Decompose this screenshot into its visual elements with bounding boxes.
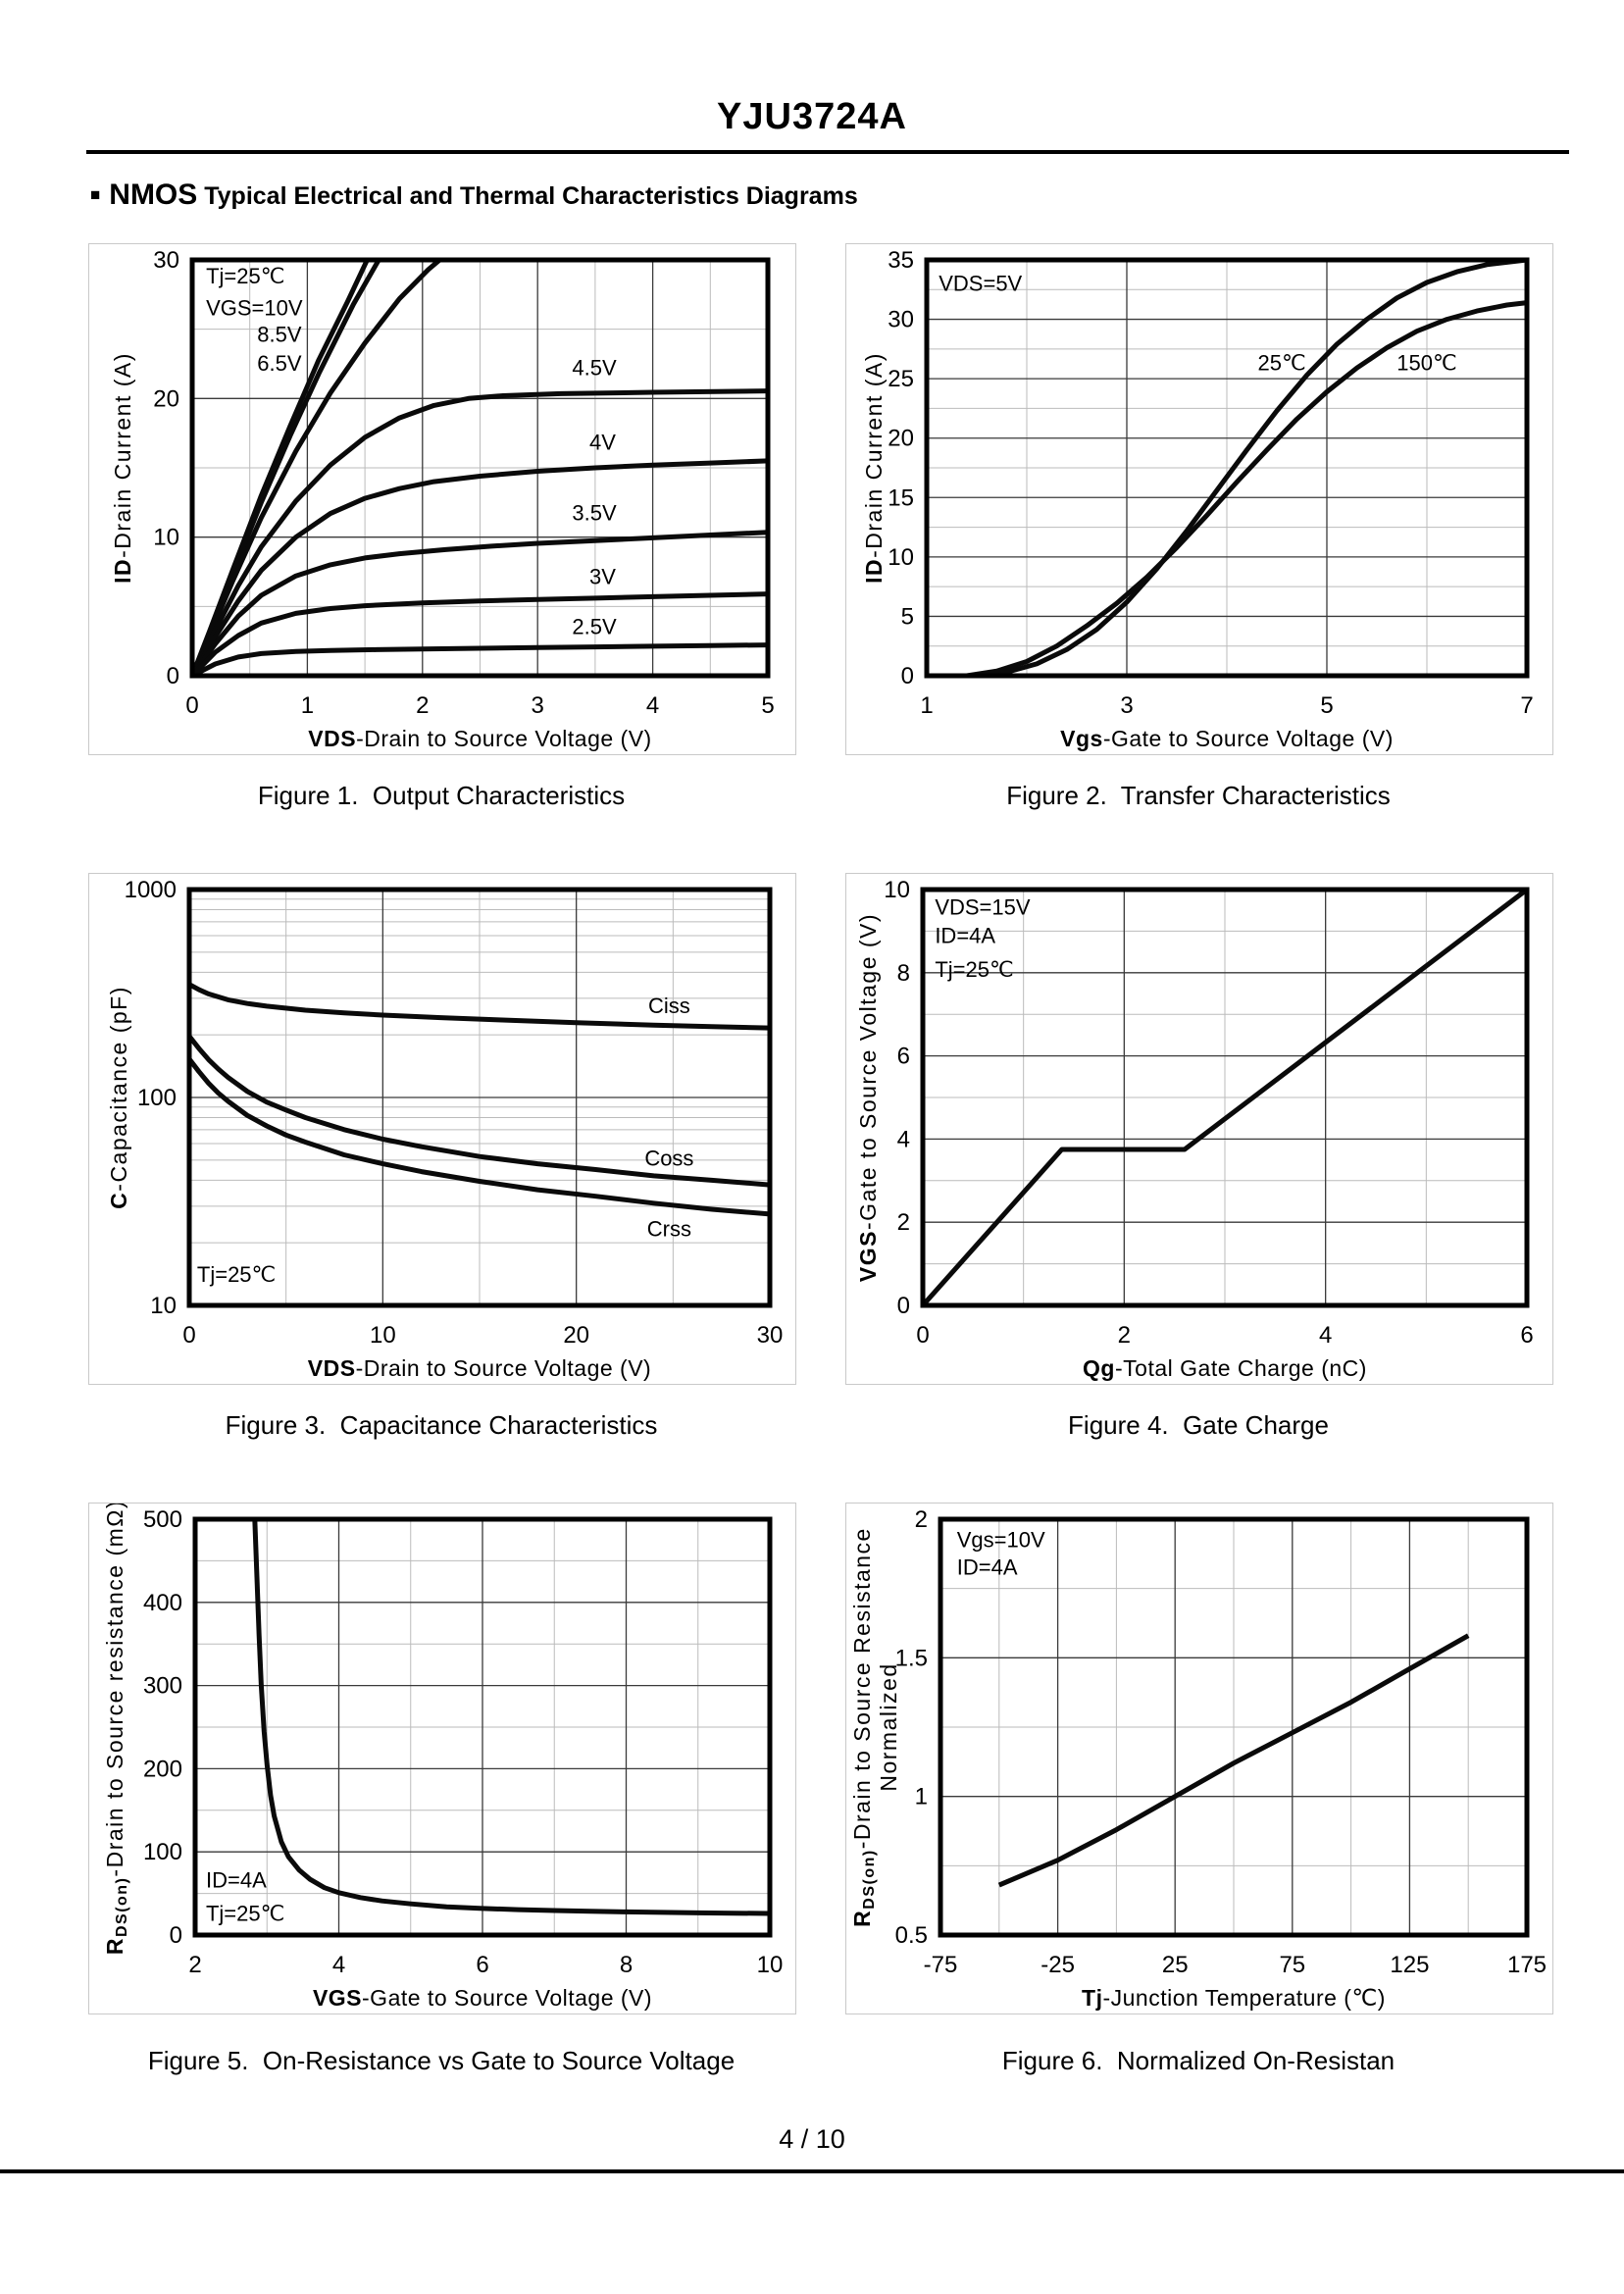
figure5-panel	[88, 1503, 796, 2014]
svg-text:2: 2	[416, 692, 430, 719]
svg-text:0: 0	[182, 1322, 196, 1349]
header-rule	[86, 150, 1569, 154]
figure4-panel	[845, 873, 1553, 1385]
figure3-caption: Figure 3. Capacitance Characteristics	[225, 1410, 658, 1440]
svg-text:500: 500	[142, 1506, 182, 1533]
svg-text:5: 5	[761, 692, 775, 719]
svg-text:Crss: Crss	[646, 1216, 691, 1242]
svg-text:10: 10	[153, 524, 179, 551]
svg-text:2: 2	[1117, 1322, 1132, 1349]
svg-text:1: 1	[300, 692, 315, 719]
figure2-caption: Figure 2. Transfer Characteristics	[1006, 781, 1391, 810]
svg-text:25: 25	[1161, 1952, 1189, 1978]
svg-text:0: 0	[185, 692, 199, 719]
svg-text:ID-Drain Current (A): ID-Drain Current (A)	[861, 352, 887, 584]
svg-text:4: 4	[331, 1952, 346, 1978]
svg-text:1: 1	[914, 1783, 928, 1810]
section-heading-strong: NMOS	[109, 178, 198, 211]
svg-text:2.5V: 2.5V	[572, 614, 617, 639]
svg-text:200: 200	[142, 1756, 182, 1783]
svg-text:6: 6	[896, 1043, 910, 1070]
svg-text:30: 30	[153, 247, 179, 274]
svg-text:1.5: 1.5	[894, 1645, 928, 1672]
svg-text:6.5V: 6.5V	[257, 351, 302, 377]
svg-text:35: 35	[888, 247, 914, 274]
figure4-chart	[846, 874, 1552, 1384]
svg-text:400: 400	[142, 1589, 182, 1616]
figure5-chart	[89, 1504, 795, 2014]
svg-text:0: 0	[916, 1322, 930, 1349]
svg-text:3: 3	[531, 692, 544, 719]
svg-text:5: 5	[1320, 692, 1334, 719]
svg-text:Tj-Junction Temperature (℃): Tj-Junction Temperature (℃)	[1082, 1985, 1386, 2011]
svg-text:Coss: Coss	[644, 1146, 694, 1171]
svg-text:VGS=10V: VGS=10V	[206, 295, 303, 321]
svg-text:8.5V: 8.5V	[257, 322, 302, 347]
svg-text:8: 8	[896, 959, 910, 987]
page-title: YJU3724A	[717, 96, 907, 137]
svg-text:0: 0	[169, 1922, 182, 1949]
svg-text:Qg-Total Gate Charge (nC): Qg-Total Gate Charge (nC)	[1083, 1355, 1367, 1381]
figure4-caption: Figure 4. Gate Charge	[1068, 1410, 1329, 1440]
svg-text:1000: 1000	[124, 877, 177, 903]
figure6-caption: Figure 6. Normalized On-Resistan	[1001, 2046, 1396, 2075]
svg-text:6: 6	[476, 1952, 489, 1978]
svg-text:100: 100	[136, 1085, 177, 1111]
svg-text:Tj=25℃: Tj=25℃	[205, 1901, 285, 1926]
svg-text:15: 15	[888, 484, 914, 512]
footer-rule	[0, 2169, 1624, 2173]
svg-text:Tj=25℃: Tj=25℃	[196, 1261, 277, 1287]
svg-text:30: 30	[888, 306, 914, 333]
svg-text:VGS-Gate to Source Voltage (V): VGS-Gate to Source Voltage (V)	[312, 1985, 653, 2011]
bullet-square-icon: ■	[90, 185, 101, 204]
svg-text:150℃: 150℃	[1396, 350, 1457, 376]
svg-text:1: 1	[920, 692, 934, 719]
svg-text:0: 0	[896, 1293, 910, 1319]
svg-text:VDS-Drain to Source Voltage (V: VDS-Drain to Source Voltage (V)	[307, 1355, 652, 1381]
page-number: 4 / 10	[779, 2124, 845, 2154]
svg-text:0: 0	[900, 663, 914, 689]
svg-text:75: 75	[1279, 1952, 1306, 1978]
svg-text:4: 4	[1318, 1322, 1333, 1349]
section-heading	[90, 178, 858, 212]
figure1-chart	[89, 244, 795, 754]
svg-text:30: 30	[756, 1322, 784, 1349]
svg-text:20: 20	[888, 425, 914, 452]
figure5-caption: Figure 5. On-Resistance vs Gate to Source Voltage	[147, 2046, 736, 2075]
figure6-panel	[845, 1503, 1553, 2014]
svg-text:125: 125	[1390, 1952, 1430, 1978]
svg-text:10: 10	[888, 543, 914, 571]
svg-text:5: 5	[900, 603, 914, 631]
svg-text:175: 175	[1506, 1952, 1548, 1978]
svg-text:3V: 3V	[589, 564, 616, 589]
svg-text:8: 8	[619, 1952, 634, 1978]
svg-text:ID=4A: ID=4A	[956, 1555, 1018, 1580]
svg-text:Ciss: Ciss	[647, 993, 690, 1018]
svg-text:Vgs-Gate to Source Voltage (V): Vgs-Gate to Source Voltage (V)	[1060, 726, 1394, 751]
svg-text:RDS(on)-Drain to Source resist: RDS(on)-Drain to Source resistance (mΩ)	[102, 1504, 130, 1956]
svg-text:VDS-Drain to Source Voltage (V: VDS-Drain to Source Voltage (V)	[308, 726, 652, 751]
figure2-chart	[846, 244, 1552, 754]
figure1-panel	[88, 243, 796, 755]
svg-text:VDS=15V: VDS=15V	[935, 894, 1031, 920]
svg-text:3.5V: 3.5V	[572, 500, 617, 526]
svg-text:3: 3	[1120, 692, 1134, 719]
svg-text:20: 20	[563, 1322, 590, 1349]
svg-text:C-Capacitance (pF): C-Capacitance (pF)	[106, 986, 131, 1209]
svg-text:Tj=25℃: Tj=25℃	[935, 957, 1014, 983]
svg-text:0: 0	[166, 663, 179, 689]
svg-text:300: 300	[142, 1672, 182, 1700]
svg-text:VGS-Gate to Source Voltage (V): VGS-Gate to Source Voltage (V)	[855, 912, 881, 1283]
svg-text:25: 25	[888, 366, 914, 393]
svg-text:2: 2	[914, 1506, 928, 1533]
svg-text:-75: -75	[923, 1952, 958, 1978]
figure3-chart	[89, 874, 795, 1384]
svg-text:0.5: 0.5	[894, 1922, 928, 1949]
svg-text:4V: 4V	[589, 430, 616, 455]
svg-text:2: 2	[896, 1209, 910, 1237]
svg-text:-25: -25	[1040, 1952, 1075, 1978]
svg-text:4: 4	[645, 692, 660, 719]
svg-text:25℃: 25℃	[1257, 350, 1306, 376]
svg-text:Normalized: Normalized	[876, 1662, 901, 1792]
svg-text:10: 10	[150, 1293, 177, 1319]
svg-text:VDS=5V: VDS=5V	[939, 271, 1023, 296]
svg-text:20: 20	[153, 385, 179, 413]
svg-text:2: 2	[188, 1952, 202, 1978]
figure6-chart	[846, 1504, 1552, 2014]
svg-text:Vgs=10V: Vgs=10V	[956, 1527, 1045, 1553]
figure2-panel	[845, 243, 1553, 755]
svg-text:4.5V: 4.5V	[572, 355, 617, 381]
svg-text:7: 7	[1520, 692, 1534, 719]
figure3-panel	[88, 873, 796, 1385]
svg-text:RDS(on)-Drain to Source Resist: RDS(on)-Drain to Source Resistance	[849, 1527, 878, 1927]
svg-text:ID=4A: ID=4A	[935, 923, 996, 948]
svg-text:100: 100	[142, 1839, 182, 1866]
svg-text:4: 4	[896, 1126, 910, 1153]
figure1-caption: Figure 1. Output Characteristics	[257, 781, 626, 810]
svg-text:6: 6	[1520, 1322, 1534, 1349]
section-heading-rest: Typical Electrical and Thermal Characteristics Diagrams	[197, 182, 858, 210]
svg-text:Tj=25℃: Tj=25℃	[206, 264, 285, 289]
svg-text:ID=4A: ID=4A	[205, 1867, 267, 1893]
svg-text:10: 10	[756, 1952, 784, 1978]
svg-text:ID-Drain Current (A): ID-Drain Current (A)	[110, 352, 135, 584]
svg-text:10: 10	[884, 877, 910, 903]
svg-text:10: 10	[369, 1322, 396, 1349]
